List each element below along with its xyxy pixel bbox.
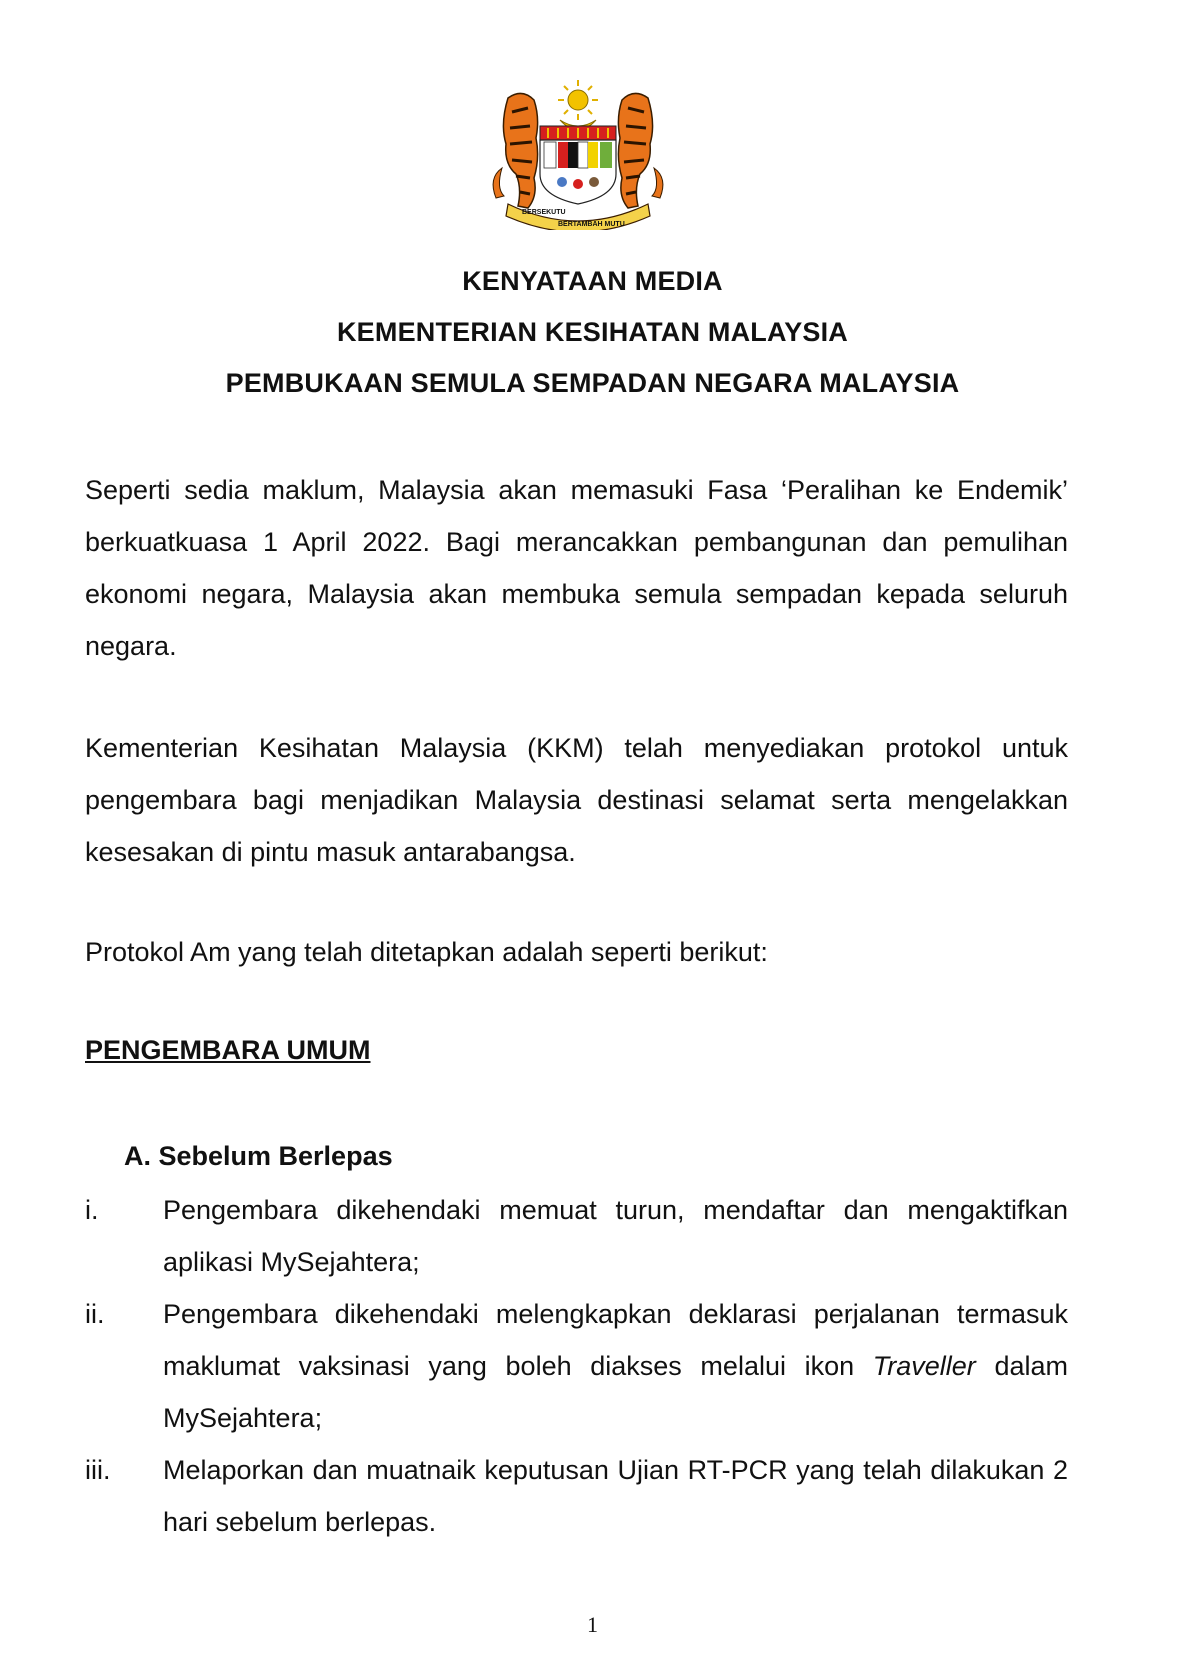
motto-bottom-text: BERTAMBAH MUTU	[558, 221, 625, 228]
list-item-number: ii.	[85, 1299, 105, 1329]
paragraph-protocol: Kementerian Kesihatan Malaysia (KKM) telah menyediakan protokol untuk pengembara bagi menjadikan Malaysia destinasi selamat serta mengelakkan kesesakan di pintu masuk antarabangsa.	[85, 733, 1068, 867]
list-item-text: Pengembara dikehendaki memuat turun, mendaftar dan mengaktifkan aplikasi MySejahtera;	[163, 1195, 1068, 1277]
paragraph-intro: Seperti sedia maklum, Malaysia akan memasuki Fasa ‘Peralihan ke Endemik’ berkuatkuasa 1 April 2022. Bagi merancakkan pembangunan dan pemulihan ekonomi negara, Malaysia akan membuka semula sempadan kepada seluruh negara.	[85, 475, 1068, 661]
right-tiger-icon	[618, 93, 663, 208]
left-tiger-icon	[493, 93, 538, 208]
document-heading-media-statement: KENYATAAN MEDIA	[462, 266, 723, 296]
malaysia-coat-of-arms-logo	[478, 78, 678, 230]
document-heading-topic: PEMBUKAAN SEMULA SEMPADAN NEGARA MALAYSIA	[225, 368, 960, 398]
list-item-text	[163, 1299, 1068, 1433]
paragraph-general-protocol: Protokol Am yang telah ditetapkan adalah seperti berikut:	[85, 937, 768, 967]
shield-icon	[540, 126, 616, 204]
list-item-number: i.	[85, 1195, 99, 1225]
list-item-italic-term: Traveller	[872, 1351, 976, 1381]
requirements-list	[85, 1184, 1068, 1548]
section-title-general-travellers: PENGEMBARA UMUM	[85, 1035, 371, 1065]
list-item	[85, 1288, 1068, 1444]
list-item-text: Melaporkan dan muatnaik keputusan Ujian RT-PCR yang telah dilakukan 2 hari sebelum berlepas.	[163, 1455, 1068, 1537]
list-item-text-end: dalam MySejahtera;	[163, 1351, 1068, 1433]
page-number: 1	[587, 1612, 598, 1637]
motto-left-text: BERSEKUTU	[522, 209, 566, 216]
list-item-number: iii.	[85, 1455, 111, 1485]
subsection-title-before-departure: A. Sebelum Berlepas	[124, 1141, 393, 1171]
document-heading-ministry: KEMENTERIAN KESIHATAN MALAYSIA	[336, 317, 849, 347]
federal-star-icon	[558, 80, 598, 120]
list-item	[85, 1444, 1068, 1548]
list-item	[85, 1184, 1068, 1288]
list-item-text-start: Pengembara dikehendaki melengkapkan deklarasi perjalanan termasuk maklumat vaksinasi yang boleh diakses melalui ikon	[163, 1299, 1068, 1381]
